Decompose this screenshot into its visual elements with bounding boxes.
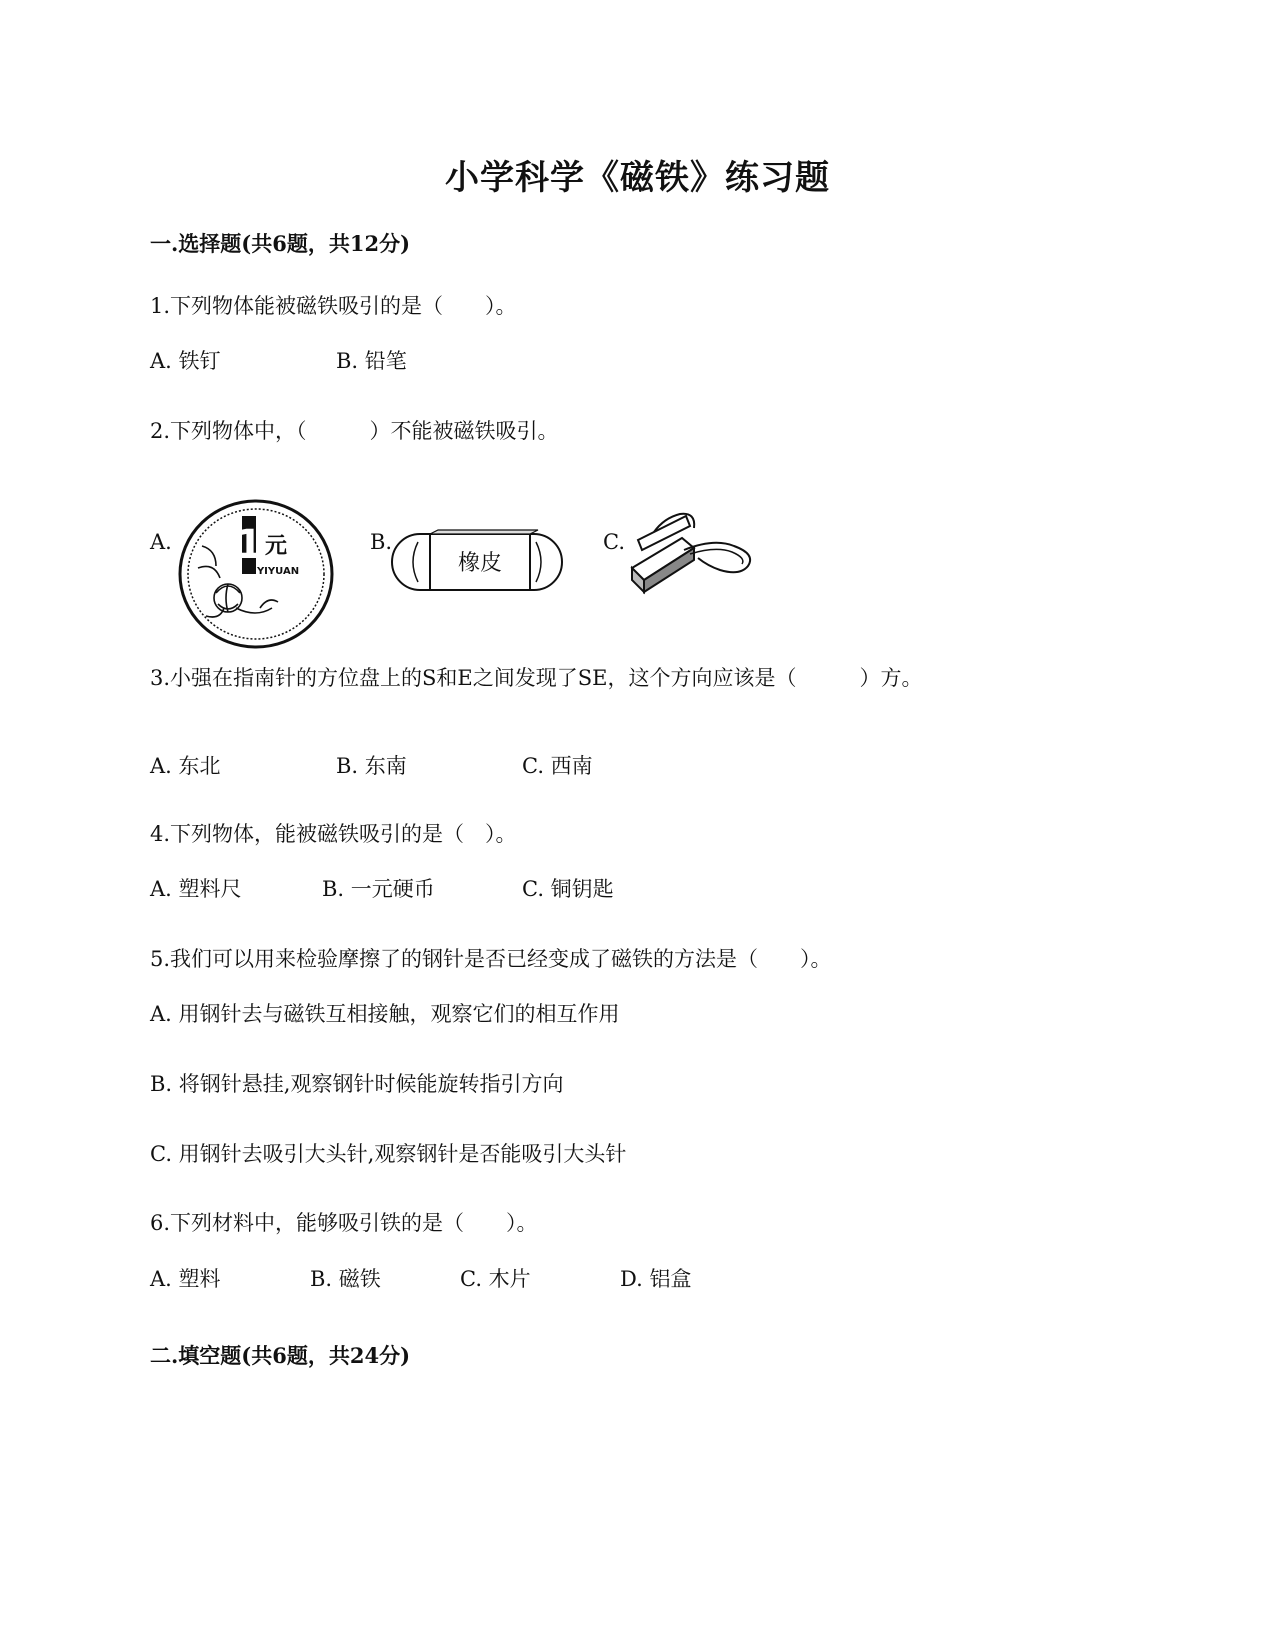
question-5-option-a: A. 用钢针去与磁铁互相接触，观察它们的相互作用 [150, 1002, 620, 1026]
coin-digit: 1 [235, 522, 263, 568]
question-5-option-c: C. 用钢针去吸引大头针,观察钢针是否能吸引大头针 [150, 1142, 627, 1166]
question-5-option-b: B. 将钢针悬挂,观察钢针时候能旋转指引方向 [150, 1072, 564, 1096]
question-5-stem: 5.我们可以用来检验摩擦了的钢针是否已经变成了磁铁的方法是（ ）。 [150, 947, 832, 971]
section-heading-choice: 一.选择题(共6题，共12分) [150, 231, 411, 256]
question-2-stem: 2.下列物体中，（ ）不能被磁铁吸引。 [150, 419, 559, 443]
coin-text: YIYUAN [256, 566, 300, 577]
coin-unit: 元 [264, 534, 288, 559]
question-6-option-d: D. 铝盒 [620, 1267, 692, 1291]
question-2-label-c: C. [603, 530, 625, 554]
question-6-option-b: B. 磁铁 [310, 1267, 381, 1291]
question-3-option-a: A. 东北 [150, 754, 221, 778]
eraser-image [390, 528, 566, 594]
question-2-label-a: A. [150, 530, 172, 554]
eraser-text: 橡皮 [457, 551, 503, 576]
question-6-stem: 6.下列材料中，能够吸引铁的是（ ）。 [150, 1211, 538, 1235]
question-4-stem: 4.下列物体，能被磁铁吸引的是（ ）。 [150, 822, 517, 846]
question-3-stem: 3.小强在指南针的方位盘上的S和E之间发现了SE，这个方向应该是（ ）方。 [150, 666, 923, 690]
question-1-option-b: B. 铅笔 [336, 349, 407, 373]
section-heading-fill-in: 二.填空题(共6题，共24分) [150, 1343, 411, 1368]
question-1-stem: 1.下列物体能被磁铁吸引的是（ ）。 [150, 294, 517, 318]
question-4-option-c: C. 铜钥匙 [522, 877, 614, 901]
question-6-option-a: A. 塑料 [150, 1267, 221, 1291]
question-6-option-c: C. 木片 [460, 1267, 531, 1291]
question-4-option-a: A. 塑料尺 [150, 877, 242, 901]
question-1-option-a: A. 铁钉 [150, 349, 221, 373]
page-title: 小学科学《磁铁》练习题 [445, 158, 830, 198]
question-4-option-b: B. 一元硬币 [322, 877, 435, 901]
question-2-label-b: B. [370, 530, 393, 554]
question-3-option-c: C. 西南 [522, 754, 593, 778]
question-3-option-b: B. 东南 [336, 754, 407, 778]
binder-clip-image [624, 510, 764, 610]
coin-image [176, 498, 336, 650]
